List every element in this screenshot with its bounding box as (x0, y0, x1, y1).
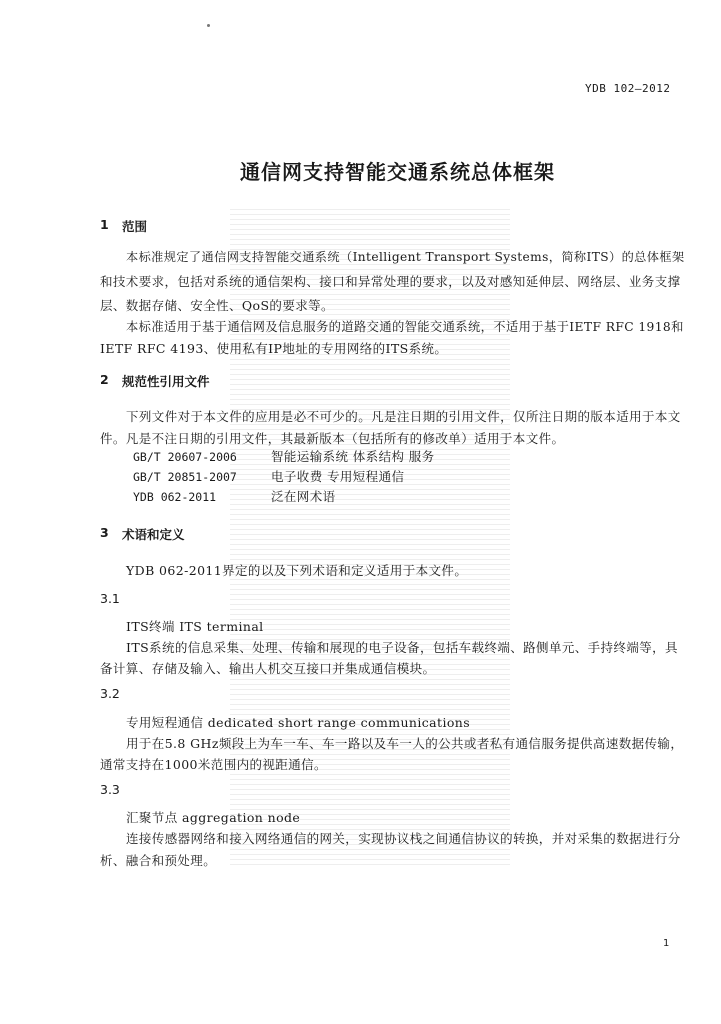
term-definition: ITS系统的信息采集、处理、传输和展现的电子设备，包括车载终端、路侧单元、手持终端等，具 (126, 640, 678, 655)
page-number: 1 (663, 938, 670, 949)
page-title: 通信网支持智能交通系统总体框架 (240, 160, 555, 184)
section-1-number: 1 (100, 217, 109, 232)
section-1-line: IETF RFC 4193、使用私有IP地址的专用网络的ITS系统。 (100, 341, 448, 356)
section-1-heading: 范围 (122, 219, 148, 234)
term-number: 3.2 (100, 686, 120, 701)
reference-title: 智能运输系统 体系结构 服务 (271, 449, 435, 464)
reference-title: 电子收费 专用短程通信 (271, 469, 405, 484)
term-number: 3.1 (100, 591, 120, 606)
standard-code: YDB 102—2012 (585, 82, 671, 95)
section-2-number: 2 (100, 372, 109, 387)
reference-code: GB/T 20851-2007 (133, 470, 237, 484)
term-definition: 备计算、存储及输入、输出人机交互接口并集成通信模块。 (100, 661, 436, 676)
section-1-line: 和技术要求，包括对系统的通信架构、接口和异常处理的要求，以及对感知延伸层、网络层、业务支撑 (100, 274, 681, 289)
term-definition: 析、融合和预处理。 (100, 853, 217, 868)
reference-title: 泛在网术语 (271, 489, 336, 504)
section-1-line: 本标准适用于基于通信网及信息服务的道路交通的智能交通系统，不适用于基于IETF RFC 1918和 (126, 320, 684, 334)
scan-speck (207, 24, 210, 27)
term-name: 汇聚节点 aggregation node (126, 810, 301, 825)
section-2-heading: 规范性引用文件 (122, 374, 210, 389)
term-name: 专用短程通信 dedicated short range communications (126, 715, 471, 730)
section-3-line: YDB 062-2011界定的以及下列术语和定义适用于本文件。 (126, 563, 468, 578)
section-3-heading: 术语和定义 (122, 527, 185, 542)
reference-code: YDB 062-2011 (133, 490, 217, 504)
section-1-line: 层、数据存储、安全性、QoS的要求等。 (100, 298, 334, 313)
term-definition: 连接传感器网络和接入网络通信的网关，实现协议栈之间通信协议的转换，并对采集的数据进行分 (126, 831, 681, 846)
term-definition: 用于在5.8 GHz频段上为车一车、车一路以及车一人的公共或者私有通信服务提供高速数据传输， (126, 736, 684, 751)
term-number: 3.3 (100, 782, 120, 797)
section-1-line: 本标准规定了通信网支持智能交通系统（Intelligent Transport Systems，简称ITS）的总体框架 (126, 250, 685, 264)
section-3-number: 3 (100, 525, 109, 540)
section-2-line: 件。凡是不注日期的引用文件，其最新版本（包括所有的修改单）适用于本文件。 (100, 431, 565, 446)
term-name: ITS终端 ITS terminal (126, 619, 264, 634)
term-definition: 通常支持在1000米范围内的视距通信。 (100, 757, 327, 772)
reference-code: GB/T 20607-2006 (133, 450, 237, 464)
section-2-line: 下列文件对于本文件的应用是必不可少的。凡是注日期的引用文件，仅所注日期的版本适用于本文 (126, 409, 681, 424)
